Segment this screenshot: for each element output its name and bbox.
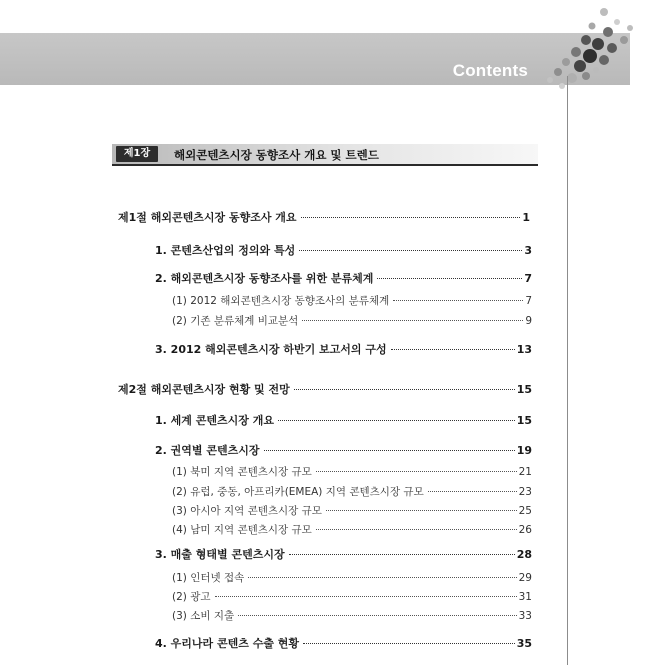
- dot-leader: [278, 420, 515, 421]
- toc-entry[interactable]: [172, 570, 532, 585]
- toc-entry-page: 33: [518, 610, 532, 622]
- toc-entry-title: 2. 해외콘텐츠시장 동향조사를 위한 분류체계: [155, 272, 374, 285]
- dot-leader: [326, 510, 517, 511]
- toc-entry-title: (1) 북미 지역 콘텐츠시장 규모: [172, 466, 312, 478]
- toc-entry-page: 1: [522, 211, 530, 224]
- toc-entry-title: 3. 2012 해외콘텐츠시장 하반기 보고서의 구성: [155, 343, 387, 356]
- toc-entry[interactable]: [155, 242, 532, 258]
- toc-entry-title: (2) 유럽, 중동, 아프리카(EMEA) 지역 콘텐츠시장 규모: [172, 486, 424, 498]
- dot-leader: [393, 300, 523, 301]
- dot-leader: [302, 320, 523, 321]
- dot-leader: [294, 389, 515, 390]
- dot-leader: [248, 577, 516, 578]
- toc-entry[interactable]: [118, 381, 532, 397]
- dot-leader: [238, 615, 517, 616]
- toc-entry[interactable]: [155, 635, 532, 651]
- toc-entry[interactable]: [118, 209, 530, 225]
- toc-entry-title: (2) 광고: [172, 591, 211, 603]
- toc-entry[interactable]: [172, 522, 532, 537]
- toc-entry-title: 1. 콘텐츠산업의 정의와 특성: [155, 244, 296, 257]
- chapter-title: 해외콘텐츠시장 동향조사 개요 및 트렌드: [174, 148, 379, 162]
- toc-entry[interactable]: [155, 341, 532, 357]
- toc-entry-page: 26: [518, 524, 532, 536]
- toc-entry-title: 3. 매출 형태별 콘텐츠시장: [155, 548, 285, 561]
- toc-entry-page: 31: [518, 591, 532, 603]
- dot-leader: [377, 278, 522, 279]
- toc-entry[interactable]: [172, 608, 532, 623]
- toc-entry-page: 7: [525, 295, 532, 307]
- toc-entry-page: 28: [516, 548, 532, 561]
- toc-entry-page: 23: [518, 486, 532, 498]
- toc-entry[interactable]: [172, 484, 532, 499]
- chapter-tag: 제1장: [116, 146, 158, 162]
- toc-entry-page: 3: [524, 244, 532, 257]
- toc-entry-title: 제2절 해외콘텐츠시장 현황 및 전망: [118, 383, 290, 396]
- margin-rule: [567, 76, 568, 665]
- toc-entry[interactable]: [155, 412, 532, 428]
- toc-entry[interactable]: [172, 589, 532, 604]
- toc-entry-page: 19: [516, 444, 532, 457]
- dot-leader: [303, 643, 515, 644]
- dot-leader: [391, 349, 515, 350]
- chapter-heading: [112, 144, 538, 166]
- toc-entry-title: (3) 아시아 지역 콘텐츠시장 규모: [172, 505, 322, 517]
- toc-entry-title: 2. 권역별 콘텐츠시장: [155, 444, 260, 457]
- toc-entry[interactable]: [172, 293, 532, 308]
- toc-entry-page: 9: [525, 315, 532, 327]
- dot-leader: [215, 596, 517, 597]
- toc-entry-page: 13: [516, 343, 532, 356]
- toc-entry-page: 29: [518, 572, 532, 584]
- toc-entry-page: 21: [518, 466, 532, 478]
- dot-leader: [301, 217, 521, 218]
- toc-entry-title: 4. 우리나라 콘텐츠 수출 현황: [155, 637, 300, 650]
- dot-leader: [316, 471, 517, 472]
- dot-leader: [264, 450, 515, 451]
- toc-entry-title: (2) 기존 분류체계 비교분석: [172, 315, 299, 327]
- toc-entry-title: (4) 남미 지역 콘텐츠시장 규모: [172, 524, 312, 536]
- toc-entry-page: 15: [516, 414, 532, 427]
- toc-entry[interactable]: [172, 503, 532, 518]
- decorative-dots-icon: [520, 0, 650, 100]
- toc-entry[interactable]: [172, 464, 532, 479]
- toc-entry-title: 제1절 해외콘텐츠시장 동향조사 개요: [118, 211, 297, 224]
- toc-entry[interactable]: [155, 270, 532, 286]
- toc-entry-title: (3) 소비 지출: [172, 610, 235, 622]
- toc-entry[interactable]: [155, 442, 532, 458]
- toc-entry[interactable]: [155, 546, 532, 562]
- toc-entry[interactable]: [172, 313, 532, 328]
- toc-entry-page: 7: [524, 272, 532, 285]
- toc-entry-title: 1. 세계 콘텐츠시장 개요: [155, 414, 274, 427]
- dot-leader: [299, 250, 522, 251]
- toc-entry-page: 35: [516, 637, 532, 650]
- page-title: Contents: [452, 61, 528, 80]
- dot-leader: [428, 491, 517, 492]
- toc-entry-page: 15: [516, 383, 532, 396]
- dot-leader: [289, 554, 515, 555]
- toc-entry-title: (1) 2012 해외콘텐츠시장 동향조사의 분류체계: [172, 295, 390, 307]
- dot-leader: [316, 529, 517, 530]
- toc-entry-title: (1) 인터넷 접속: [172, 572, 245, 584]
- toc-entry-page: 25: [518, 505, 532, 517]
